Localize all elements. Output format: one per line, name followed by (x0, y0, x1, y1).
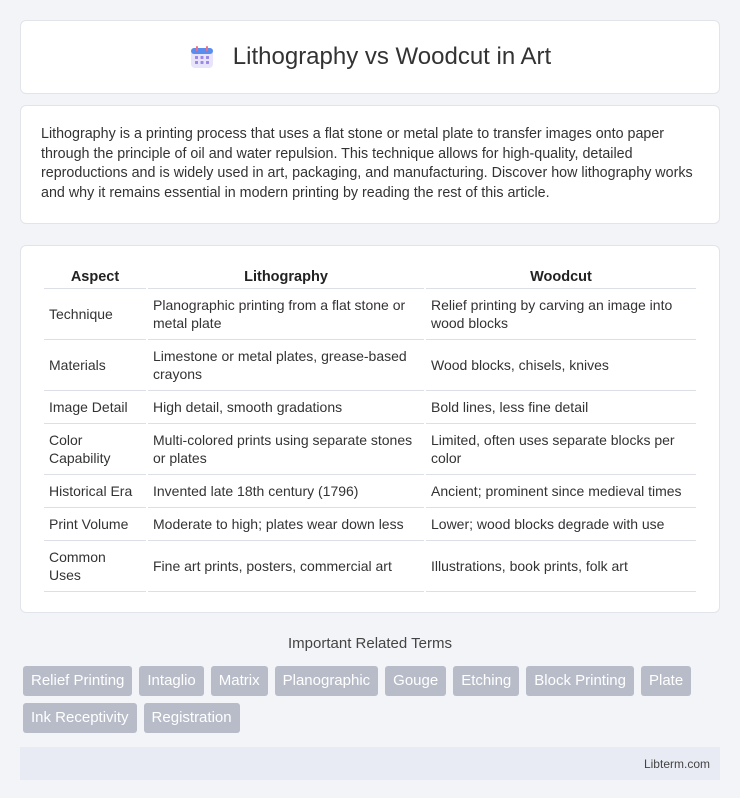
page-title: Lithography vs Woodcut in Art (232, 43, 552, 70)
comparison-table (42, 264, 698, 592)
table-row (44, 339, 696, 390)
table-cell-aspect: Materials (44, 339, 146, 390)
table-cell-lithography: Planographic printing from a flat stone or metal plate (148, 288, 424, 339)
intro-text: Lithography is a printing process that uses a flat stone or metal plate to transfer images onto paper through the principle of oil and water repulsion. This technique allows for high-quality, detailed reproductions and is widely used in art, packaging, and manufacturing. Discover how lithography works and why it remains essential in modern printing by reading the rest of this article. (41, 126, 693, 201)
table-cell-aspect: Common Uses (44, 540, 146, 592)
header-lithography: Lithography (244, 269, 328, 286)
table-cell-aspect: Technique (44, 288, 146, 339)
table-row (44, 540, 696, 592)
table-cell-lithography: Moderate to high; plates wear down less (148, 507, 424, 540)
term-tag-relief-printing[interactable]: Relief Printing (23, 666, 132, 696)
header-woodcut: Woodcut (530, 269, 592, 286)
table-header-row (44, 264, 696, 288)
table-cell-woodcut: Limited, often uses separate blocks per color (426, 423, 696, 474)
term-tag-intaglio[interactable]: Intaglio (139, 666, 203, 696)
term-tag-planographic[interactable]: Planographic (275, 666, 379, 696)
intro-card (20, 105, 720, 224)
term-tag-etching[interactable]: Etching (453, 666, 519, 696)
table-cell-woodcut: Lower; wood blocks degrade with use (426, 507, 696, 540)
table-cell-woodcut: Illustrations, book prints, folk art (426, 540, 696, 592)
footer (20, 747, 720, 780)
term-tag-ink-receptivity[interactable]: Ink Receptivity (23, 703, 137, 733)
table-cell-lithography: Invented late 18th century (1796) (148, 474, 424, 507)
table-row (44, 507, 696, 540)
table-cell-aspect: Color Capability (44, 423, 146, 474)
footer-brand-link[interactable]: Libterm.com (643, 756, 710, 771)
table-cell-aspect: Historical Era (44, 474, 146, 507)
term-tag-block-printing[interactable]: Block Printing (526, 666, 634, 696)
term-tag-registration[interactable]: Registration (144, 703, 240, 733)
table-cell-aspect: Print Volume (44, 507, 146, 540)
table-row (44, 390, 696, 423)
related-terms-title: Important Related Terms (288, 635, 452, 653)
related-terms-list (20, 666, 720, 733)
header-card (20, 20, 720, 94)
header-aspect: Aspect (70, 269, 120, 286)
table-cell-lithography: Fine art prints, posters, commercial art (148, 540, 424, 592)
table-cell-woodcut: Wood blocks, chisels, knives (426, 339, 696, 390)
term-tag-matrix[interactable]: Matrix (211, 666, 268, 696)
comparison-table-card (20, 245, 720, 613)
table-cell-woodcut: Bold lines, less fine detail (426, 390, 696, 423)
table-row (44, 474, 696, 507)
table-row (44, 288, 696, 339)
table-cell-lithography: Limestone or metal plates, grease-based crayons (148, 339, 424, 390)
term-tag-plate[interactable]: Plate (641, 666, 691, 696)
table-cell-lithography: High detail, smooth gradations (148, 390, 424, 423)
table-cell-woodcut: Relief printing by carving an image into wood blocks (426, 288, 696, 339)
table-cell-lithography: Multi-colored prints using separate stones or plates (148, 423, 424, 474)
table-row (44, 423, 696, 474)
table-cell-woodcut: Ancient; prominent since medieval times (426, 474, 696, 507)
term-tag-gouge[interactable]: Gouge (385, 666, 446, 696)
calendar-icon (189, 44, 215, 70)
table-cell-aspect: Image Detail (44, 390, 146, 423)
